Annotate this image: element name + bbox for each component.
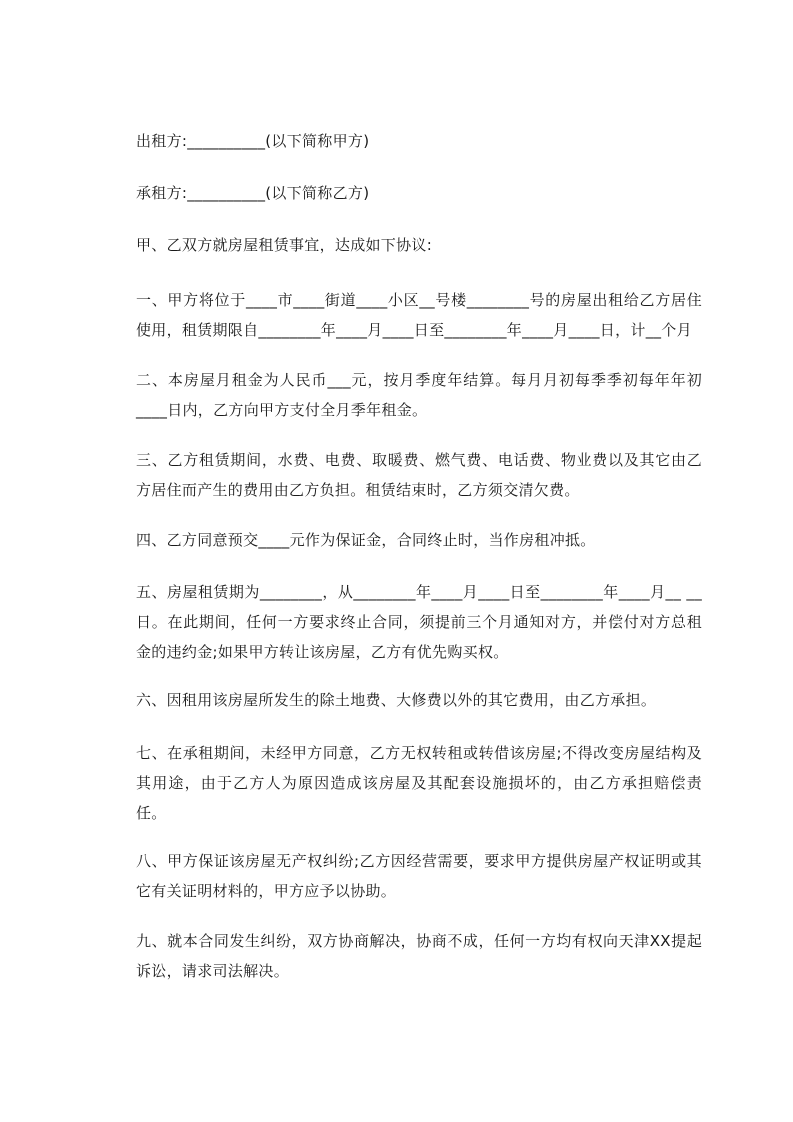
lessee-line: 承租方:__________(以下简称乙方): [136, 184, 370, 202]
clause-5: 五、房屋租赁期为________，从________年____月____日至________年____月__ __日。在此期间，任何一方要求终止合同，须提前三个月通知对方，并偿付对方总租金的违约金;如果甲方转让该房屋，乙方有优先购买权。: [136, 583, 702, 661]
intro-paragraph: 甲、乙双方就房屋租赁事宜，达成如下协议:: [136, 236, 433, 254]
clause-6: 六、因租用该房屋所发生的除土地费、大修费以外的其它费用，由乙方承担。: [136, 691, 657, 709]
clause-8: 八、甲方保证该房屋无产权纠纷;乙方因经营需要，要求甲方提供房屋产权证明或其它有关证明材料的，甲方应予以协助。: [136, 852, 702, 900]
clause-4: 四、乙方同意预交____元作为保证金，合同终止时，当作房租冲抵。: [136, 531, 596, 549]
clause-1: 一、甲方将位于____市____街道____小区__号楼________号的房屋出租给乙方居住使用，租赁期限自________年____月____日至________年____月____日，计__个月: [136, 291, 702, 339]
clause-9: 九、就本合同发生纠纷，双方协商解决，协商不成，任何一方均有权向天津XX提起诉讼，请求司法解决。: [136, 932, 702, 980]
clause-7: 七、在承租期间，未经甲方同意，乙方无权转租或转借该房屋;不得改变房屋结构及其用途，由于乙方人为原因造成该房屋及其配套设施损坏的，由乙方承担赔偿责任。: [136, 744, 702, 822]
clause-2: 二、本房屋月租金为人民币___元，按月季度年结算。每月月初每季季初每年年初____日内，乙方向甲方支付全月季年租金。: [136, 371, 702, 419]
lessor-line: 出租方:__________(以下简称甲方): [136, 132, 370, 150]
clause-3: 三、乙方租赁期间，水费、电费、取暖费、燃气费、电话费、物业费以及其它由乙方居住而产生的费用由乙方负担。租赁结束时，乙方须交清欠费。: [136, 451, 702, 499]
